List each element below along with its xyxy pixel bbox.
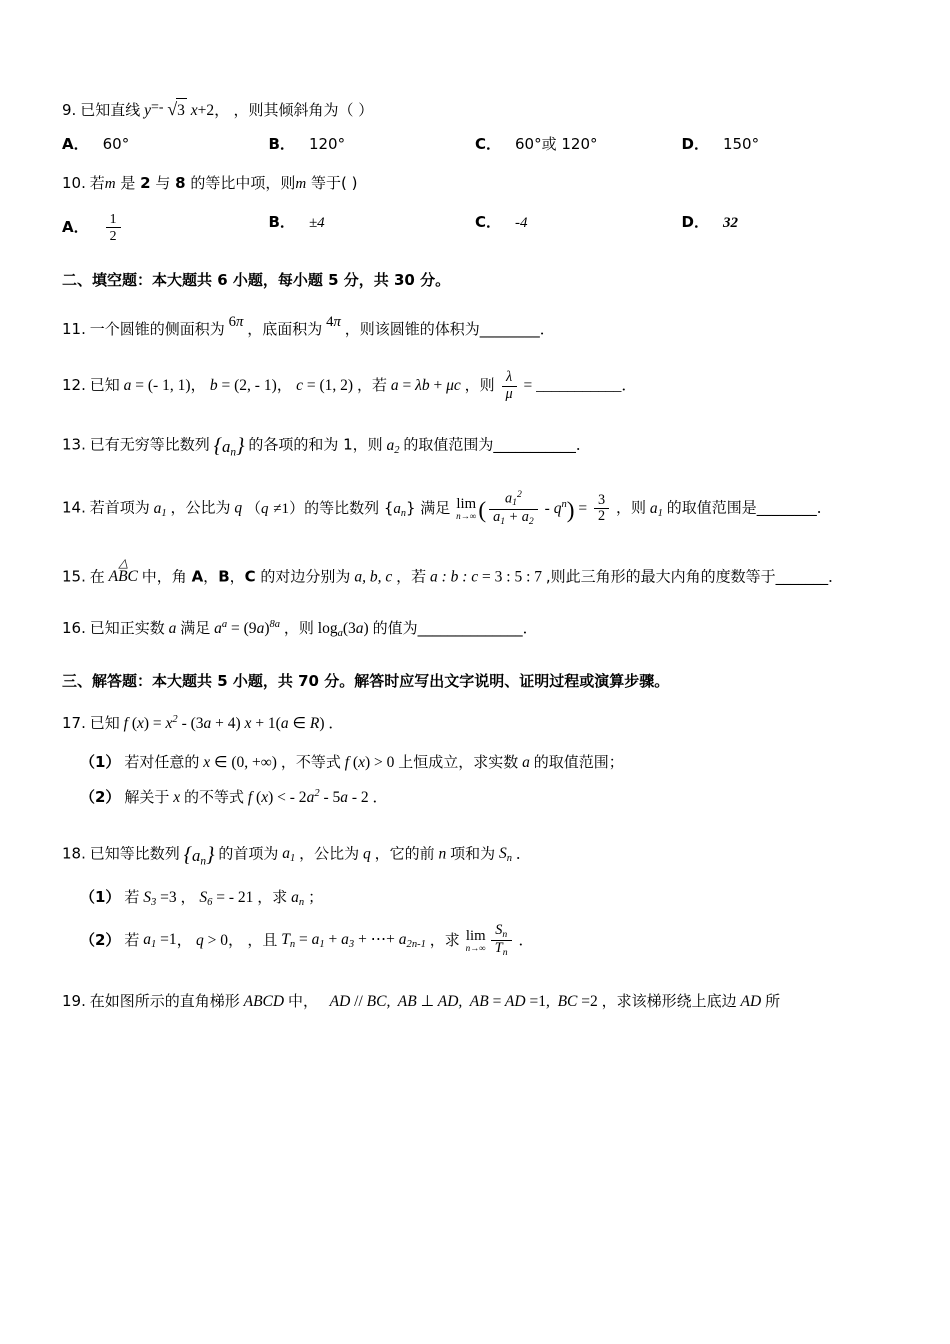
question-18-sub1-text-c: ；	[308, 888, 324, 907]
question-17-sub2-label: （2）	[80, 787, 121, 806]
question-17-sub1-label: （1）	[80, 752, 121, 771]
question-13-number: 13.	[62, 435, 86, 454]
question-19-number: 19.	[62, 992, 86, 1011]
option-a[interactable]: A． 60°	[62, 134, 130, 153]
question-12-vector-b: b = (2, - 1)	[209, 376, 277, 394]
question-14-text-b: ，公比为	[170, 498, 231, 517]
question-19-ad: AD	[740, 993, 762, 1011]
question-15-text-a: 在	[89, 567, 105, 586]
question-18-sub2-text-b: ，且	[247, 930, 278, 949]
question-18-text-e: 项和为	[450, 844, 496, 863]
question-14-cond: （q ≠1）的等比数列 $\{a_n\}$ 满足	[246, 498, 451, 519]
question-18-sub2-text-d: ．	[518, 930, 534, 949]
question-17-sub1-a: a	[522, 753, 530, 771]
question-13-text-b: 的各项的和为 1，则	[248, 435, 383, 454]
question-12-blank: = ___________．	[523, 376, 637, 394]
option-d[interactable]: D． 32	[681, 213, 738, 232]
option-b[interactable]: B． 120°	[268, 134, 346, 153]
question-16-a: a	[168, 620, 177, 638]
question-19-text-d: 所	[765, 992, 781, 1011]
option-d[interactable]: D． 150°	[681, 134, 760, 153]
question-18-text-c: ，公比为	[299, 844, 360, 863]
question-17-sub1-text-a: 若对任意的	[124, 752, 200, 771]
question-16-number: 16.	[62, 619, 86, 638]
question-9-expression: y=- √3 x+2，	[144, 102, 230, 119]
question-14-text-f: 的取值范围是________．	[666, 498, 832, 517]
question-18-sub1-label: （1）	[80, 888, 121, 907]
question-14	[62, 490, 888, 531]
question-14-text-e: ，则	[615, 498, 646, 517]
question-17-function: f $(x) = x^2 - (3a + 4) x + 1(a$ ∈ R)	[123, 713, 325, 732]
question-15-sides: a, b, c	[354, 568, 393, 586]
question-14-a1: $a_1$	[153, 499, 167, 519]
option-c[interactable]: C． -4	[475, 213, 528, 232]
question-17-sub2-x: x	[173, 788, 181, 806]
question-18-text-d: ，它的前	[374, 844, 435, 863]
question-12-text-c: ，则	[464, 375, 495, 394]
question-10-stem: 若m 是 2 与 8 的等比中项，则m 等于( )	[89, 173, 358, 192]
question-18	[62, 837, 888, 873]
question-12-text-b: ，若	[356, 375, 387, 394]
question-17-sub1-inequality: f (x) > 0	[344, 753, 395, 771]
question-15-text-c: ，若	[396, 567, 427, 586]
question-18-sub1-text-a: 若	[124, 888, 140, 907]
question-9	[62, 96, 888, 123]
question-16-text-d: 的值为______________．	[372, 619, 538, 638]
question-12-vector-a: a = (- 1, 1)	[123, 376, 191, 394]
question-18-sub2-text-c: ，求	[429, 930, 460, 949]
option-a[interactable]: A． $\frac{1}{2}$	[62, 211, 269, 243]
question-10-options	[62, 211, 888, 243]
option-b[interactable]: B． ±4	[268, 213, 325, 232]
question-10	[62, 172, 888, 196]
question-14-limit: lim n→∞ ( $\frac{a_1^2}{a_1 + a_2}$ - $q^n$) = $\frac{3}{2}$	[454, 500, 612, 517]
question-9-options	[62, 133, 888, 154]
question-19-condition: AD // BC, AB ⊥ AD, AB = AD =1, BC =2	[321, 993, 598, 1011]
question-18-sn: $S_n$	[499, 845, 513, 865]
question-19-abcd: ABCD	[243, 993, 285, 1011]
question-18-q-value: q > 0	[195, 931, 228, 949]
question-15-triangle: △ ABC	[108, 555, 138, 586]
question-18-q: q	[362, 845, 371, 863]
question-14-q: q	[234, 499, 243, 517]
question-17-sub2-inequality: f (x) < - $2a^2 - 5a - 2$	[247, 788, 369, 806]
question-14-a1b: $a_1$	[649, 499, 663, 519]
question-18-tn: $T_n = a_1 + a_3$ + ⋯+ $a_{2n-1}$	[281, 931, 426, 951]
question-18-comma-1: ，	[180, 888, 196, 907]
question-11	[62, 310, 888, 343]
question-13-text-c: 的取值范围为___________．	[403, 435, 591, 454]
question-12-vector-c: c = (1, 2)	[296, 376, 354, 394]
question-13-text-a: 已有无穷等比数列	[89, 435, 210, 454]
question-17-number: 17.	[62, 713, 86, 732]
question-19-text-a: 在如图所示的直角梯形	[89, 992, 240, 1011]
question-18-text-b: 的首项为	[218, 844, 279, 863]
question-17-sub2	[80, 786, 888, 807]
question-12-fraction: $\frac{\lambda}{\mu}$	[502, 370, 517, 403]
question-18-sub2-label: （2）	[80, 930, 121, 949]
question-9-stem-pre: 已知直线	[80, 101, 141, 119]
question-18-text-a: 已知等比数列	[89, 844, 180, 863]
question-15-number: 15.	[62, 567, 86, 586]
question-11-value-a: 6π	[228, 314, 244, 331]
question-19-text-c: ，求该梯形绕上底边	[601, 992, 737, 1011]
question-16-text-a: 已知正实数	[89, 619, 165, 638]
question-13	[62, 428, 888, 464]
question-11-value-b: 4π	[326, 314, 341, 331]
question-17-sub1-text-d: 的取值范围；	[533, 752, 624, 771]
section-heading-fill-in-blanks: 二、填空题：本大题共 6 小题，每小题 5 分，共 30 分。	[62, 271, 451, 290]
question-17-sub2-text-b: 的不等式	[183, 787, 244, 806]
question-16	[62, 616, 888, 643]
question-16-text-b: 满足	[180, 619, 211, 638]
question-12-equation: a = λb + μc	[390, 376, 461, 394]
question-13-term: $a_2$	[386, 436, 400, 457]
question-18-sub2: （2） 若 $a_1 =1$， q > 0， ，且 $T_n = a_1 + a_3$ + ⋯+ $a_{2n-1}$ ，求 lim n→∞ $\frac{S_n}{T_n}$ ．	[80, 921, 534, 959]
question-17-sub1-text-b: ，不等式	[280, 752, 341, 771]
question-14-text-a: 若首项为	[89, 498, 150, 517]
option-c[interactable]: C． 60°或 120°	[475, 134, 598, 153]
question-17-sub2-text-c: ．	[372, 787, 388, 806]
question-11-text-c: ，则该圆锥的体积为________．	[344, 320, 555, 339]
question-9-stem-post: ，则其倾斜角为（ ）	[233, 101, 374, 119]
question-11-number: 11.	[62, 320, 86, 339]
question-18-sub2-text-a: 若	[124, 930, 140, 949]
question-17-text-a: 已知	[89, 713, 120, 732]
question-13-sequence: $\{a_n\}$	[213, 433, 245, 459]
question-16-log: $\log_a(3a)$	[317, 620, 369, 640]
question-17-sub2-text-a: 解关于	[124, 787, 170, 806]
question-15-text-b: 中，角 A，B，C 的对边分别为	[141, 567, 351, 586]
question-18-sequence: $\{a_n\}$	[183, 841, 215, 868]
question-17-sub1-text-c: 上恒成立，求实数	[398, 752, 519, 771]
question-18-a1: $a_1$	[282, 845, 296, 865]
question-17	[62, 711, 888, 737]
question-19-text-b: 中，	[287, 992, 318, 1011]
question-17-sub1-set: x ∈ (0, +∞)	[203, 753, 277, 771]
question-12-text-a: 已知	[89, 375, 120, 394]
question-17-sub1	[80, 751, 888, 772]
question-19	[62, 989, 888, 1015]
question-11-text-b: ，底面积为	[247, 320, 323, 339]
section-heading-solution-questions: 三、解答题：本大题共 5 小题，共 70 分。解答时应写出文字说明、证明过程或演算步骤。	[62, 671, 670, 690]
question-14-number: 14.	[62, 498, 86, 517]
question-18-a1-value: $a_1 =1$	[143, 931, 177, 951]
question-18-s3: $S_3 =3$	[143, 889, 177, 909]
question-18-sub1	[80, 886, 888, 908]
question-18-an: $a_n$	[291, 889, 305, 909]
question-11-text-a: 一个圆锥的侧面积为	[89, 320, 225, 339]
question-15-text-d: ,则此三角形的最大内角的度数等于_______．	[545, 567, 844, 586]
question-17-text-b: ．	[328, 713, 344, 732]
question-12: 12. 已知 a = (- 1, 1)， b = (2, - 1)， c = (1, 2) ，若 a = λb + μc ，则 $\frac{\lambda}{\mu}$ = ___________．	[62, 368, 637, 402]
question-9-number: 9.	[62, 101, 77, 119]
question-18-number: 18.	[62, 844, 86, 863]
question-16-equation: $a^a = (9a)^{8a}$	[214, 619, 281, 638]
question-18-limit: lim n→∞ $\frac{S_n}{T_n}$	[464, 931, 515, 948]
question-18-sub1-text-b: ，求	[257, 888, 288, 907]
question-18-n: n	[438, 845, 447, 863]
question-10-number: 10.	[62, 173, 86, 192]
question-18-text-f: ．	[515, 844, 531, 863]
question-18-s6: $S_6$ = - 21	[199, 889, 254, 909]
question-15-ratio: a : b : c = 3 : 5 : 7	[429, 568, 543, 586]
question-16-text-c: ，则	[283, 619, 314, 638]
question-12-number: 12.	[62, 375, 86, 394]
question-15	[62, 557, 888, 591]
